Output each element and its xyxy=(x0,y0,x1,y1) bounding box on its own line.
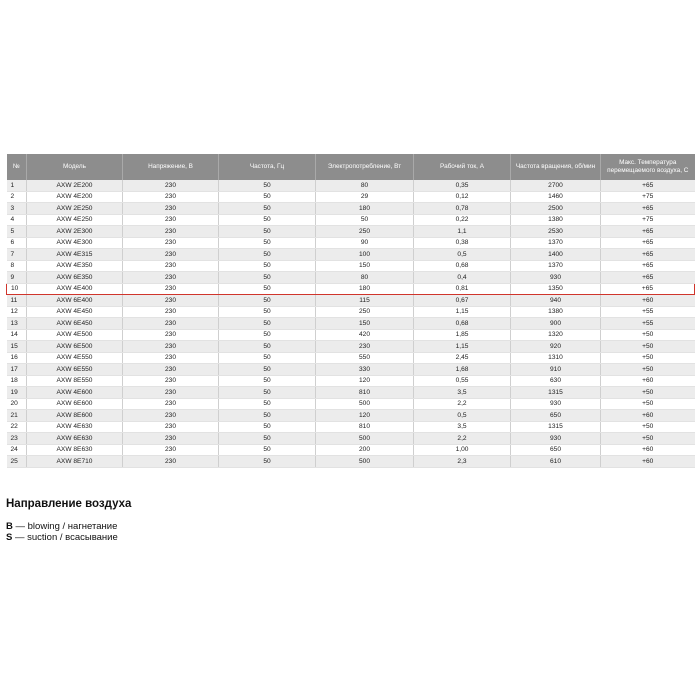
cell-max-temperature: +60 xyxy=(601,456,695,468)
cell-frequency: 50 xyxy=(219,456,316,468)
cell-voltage: 230 xyxy=(123,341,219,353)
cell-model: AXW 2E200 xyxy=(27,180,123,191)
cell-rpm: 650 xyxy=(511,444,601,456)
table-row xyxy=(7,364,695,376)
table-row xyxy=(7,191,695,203)
cell-current: 1,15 xyxy=(414,341,511,353)
cell-model: AXW 6E350 xyxy=(27,272,123,284)
cell-max-temperature: +65 xyxy=(601,260,695,272)
cell-rpm: 1315 xyxy=(511,387,601,399)
cell-max-temperature: +65 xyxy=(601,249,695,261)
cell-voltage: 230 xyxy=(123,191,219,203)
table-row-highlighted xyxy=(7,283,695,295)
cell-frequency: 50 xyxy=(219,191,316,203)
cell-power: 810 xyxy=(316,387,414,399)
cell-frequency: 50 xyxy=(219,318,316,330)
cell-model: AXW 4E600 xyxy=(27,387,123,399)
cell-voltage: 230 xyxy=(123,421,219,433)
cell-frequency: 50 xyxy=(219,387,316,399)
legend-item-suction xyxy=(6,532,118,543)
cell-voltage: 230 xyxy=(123,329,219,341)
cell-model: AXW 8E710 xyxy=(27,456,123,468)
table-row xyxy=(7,352,695,364)
table-row xyxy=(7,272,695,284)
cell-max-temperature: +50 xyxy=(601,341,695,353)
cell-voltage: 230 xyxy=(123,410,219,422)
cell-model: AXW 6E450 xyxy=(27,318,123,330)
cell-rpm: 1370 xyxy=(511,260,601,272)
cell-number: 11 xyxy=(7,295,27,307)
cell-model: AXW 6E630 xyxy=(27,433,123,445)
cell-rpm: 930 xyxy=(511,433,601,445)
cell-frequency: 50 xyxy=(219,283,316,295)
cell-current: 2,2 xyxy=(414,398,511,410)
cell-rpm: 610 xyxy=(511,456,601,468)
cell-max-temperature: +50 xyxy=(601,387,695,399)
cell-max-temperature: +55 xyxy=(601,318,695,330)
cell-frequency: 50 xyxy=(219,306,316,318)
cell-current: 0,78 xyxy=(414,203,511,215)
legend-letter: S xyxy=(6,532,13,543)
cell-max-temperature: +65 xyxy=(601,283,695,295)
cell-number: 8 xyxy=(7,260,27,272)
cell-number: 23 xyxy=(7,433,27,445)
cell-max-temperature: +50 xyxy=(601,329,695,341)
cell-rpm: 910 xyxy=(511,364,601,376)
cell-max-temperature: +75 xyxy=(601,214,695,226)
cell-frequency: 50 xyxy=(219,272,316,284)
cell-power: 330 xyxy=(316,364,414,376)
cell-model: AXW 4E400 xyxy=(27,283,123,295)
cell-number: 9 xyxy=(7,272,27,284)
cell-voltage: 230 xyxy=(123,433,219,445)
cell-model: AXW 4E200 xyxy=(27,191,123,203)
cell-frequency: 50 xyxy=(219,180,316,191)
table-row xyxy=(7,421,695,433)
cell-power: 180 xyxy=(316,283,414,295)
cell-model: AXW 4E250 xyxy=(27,214,123,226)
cell-voltage: 230 xyxy=(123,214,219,226)
header-max-temperature: Макс. Температура перемещаемого воздуха, С xyxy=(601,154,695,180)
cell-max-temperature: +50 xyxy=(601,421,695,433)
cell-voltage: 230 xyxy=(123,387,219,399)
cell-rpm: 1400 xyxy=(511,249,601,261)
section-title: Направление воздуха xyxy=(6,498,132,510)
cell-frequency: 50 xyxy=(219,214,316,226)
cell-rpm: 1315 xyxy=(511,421,601,433)
cell-max-temperature: +60 xyxy=(601,375,695,387)
cell-voltage: 230 xyxy=(123,295,219,307)
cell-number: 3 xyxy=(7,203,27,215)
cell-model: AXW 4E350 xyxy=(27,260,123,272)
table-row xyxy=(7,318,695,330)
cell-current: 0,4 xyxy=(414,272,511,284)
cell-max-temperature: +60 xyxy=(601,444,695,456)
table-row xyxy=(7,237,695,249)
cell-frequency: 50 xyxy=(219,398,316,410)
specs-table-container xyxy=(6,154,694,468)
cell-power: 810 xyxy=(316,421,414,433)
cell-rpm: 1310 xyxy=(511,352,601,364)
cell-model: AXW 4E500 xyxy=(27,329,123,341)
cell-current: 2,45 xyxy=(414,352,511,364)
cell-max-temperature: +60 xyxy=(601,295,695,307)
cell-power: 100 xyxy=(316,249,414,261)
cell-number: 14 xyxy=(7,329,27,341)
cell-number: 20 xyxy=(7,398,27,410)
cell-voltage: 230 xyxy=(123,306,219,318)
cell-voltage: 230 xyxy=(123,203,219,215)
cell-current: 0,5 xyxy=(414,410,511,422)
cell-power: 500 xyxy=(316,398,414,410)
cell-power: 420 xyxy=(316,329,414,341)
cell-power: 150 xyxy=(316,318,414,330)
cell-current: 1,85 xyxy=(414,329,511,341)
cell-rpm: 1380 xyxy=(511,214,601,226)
cell-rpm: 2530 xyxy=(511,226,601,238)
cell-number: 13 xyxy=(7,318,27,330)
cell-model: AXW 6E550 xyxy=(27,364,123,376)
cell-frequency: 50 xyxy=(219,203,316,215)
cell-model: AXW 8E630 xyxy=(27,444,123,456)
cell-number: 5 xyxy=(7,226,27,238)
cell-power: 50 xyxy=(316,214,414,226)
legend-text: — suction / всасывание xyxy=(12,532,118,543)
cell-number: 18 xyxy=(7,375,27,387)
cell-model: AXW 2E250 xyxy=(27,203,123,215)
cell-number: 6 xyxy=(7,237,27,249)
header-voltage: Напряжение, В xyxy=(123,154,219,180)
cell-power: 180 xyxy=(316,203,414,215)
cell-number: 22 xyxy=(7,421,27,433)
cell-current: 2,3 xyxy=(414,456,511,468)
cell-power: 230 xyxy=(316,341,414,353)
cell-voltage: 230 xyxy=(123,352,219,364)
header-power: Электропотребление, Вт xyxy=(316,154,414,180)
cell-current: 0,22 xyxy=(414,214,511,226)
table-row xyxy=(7,433,695,445)
cell-power: 150 xyxy=(316,260,414,272)
cell-voltage: 230 xyxy=(123,283,219,295)
header-number: № xyxy=(7,154,27,180)
cell-number: 1 xyxy=(7,180,27,191)
cell-max-temperature: +65 xyxy=(601,226,695,238)
cell-rpm: 930 xyxy=(511,272,601,284)
cell-current: 0,68 xyxy=(414,260,511,272)
cell-voltage: 230 xyxy=(123,272,219,284)
table-row xyxy=(7,249,695,261)
table-row xyxy=(7,398,695,410)
cell-frequency: 50 xyxy=(219,237,316,249)
cell-number: 17 xyxy=(7,364,27,376)
header-frequency: Частота, Гц xyxy=(219,154,316,180)
table-row xyxy=(7,203,695,215)
legend-letter: B xyxy=(6,521,13,532)
cell-current: 3,5 xyxy=(414,387,511,399)
cell-frequency: 50 xyxy=(219,375,316,387)
cell-model: AXW 2E300 xyxy=(27,226,123,238)
table-row xyxy=(7,180,695,191)
cell-voltage: 230 xyxy=(123,318,219,330)
cell-model: AXW 4E630 xyxy=(27,421,123,433)
cell-number: 2 xyxy=(7,191,27,203)
cell-voltage: 230 xyxy=(123,398,219,410)
cell-power: 500 xyxy=(316,456,414,468)
header-rpm: Частота вращения, об/мин xyxy=(511,154,601,180)
cell-voltage: 230 xyxy=(123,364,219,376)
cell-voltage: 230 xyxy=(123,180,219,191)
cell-power: 550 xyxy=(316,352,414,364)
cell-frequency: 50 xyxy=(219,329,316,341)
cell-number: 25 xyxy=(7,456,27,468)
table-row xyxy=(7,456,695,468)
cell-frequency: 50 xyxy=(219,421,316,433)
cell-voltage: 230 xyxy=(123,226,219,238)
cell-number: 16 xyxy=(7,352,27,364)
cell-max-temperature: +50 xyxy=(601,398,695,410)
cell-max-temperature: +65 xyxy=(601,203,695,215)
cell-current: 0,12 xyxy=(414,191,511,203)
cell-max-temperature: +75 xyxy=(601,191,695,203)
cell-power: 200 xyxy=(316,444,414,456)
cell-current: 2,2 xyxy=(414,433,511,445)
table-row xyxy=(7,295,695,307)
table-row xyxy=(7,214,695,226)
cell-power: 500 xyxy=(316,433,414,445)
cell-power: 250 xyxy=(316,226,414,238)
cell-voltage: 230 xyxy=(123,249,219,261)
cell-voltage: 230 xyxy=(123,260,219,272)
cell-frequency: 50 xyxy=(219,352,316,364)
header-model: Модель xyxy=(27,154,123,180)
table-row xyxy=(7,341,695,353)
cell-rpm: 2500 xyxy=(511,203,601,215)
cell-power: 120 xyxy=(316,410,414,422)
cell-max-temperature: +60 xyxy=(601,410,695,422)
cell-rpm: 1460 xyxy=(511,191,601,203)
cell-model: AXW 4E315 xyxy=(27,249,123,261)
cell-current: 0,55 xyxy=(414,375,511,387)
cell-model: AXW 4E550 xyxy=(27,352,123,364)
table-row xyxy=(7,260,695,272)
table-header-row xyxy=(7,154,695,180)
cell-model: AXW 6E600 xyxy=(27,398,123,410)
cell-voltage: 230 xyxy=(123,375,219,387)
cell-rpm: 1350 xyxy=(511,283,601,295)
cell-power: 120 xyxy=(316,375,414,387)
cell-max-temperature: +65 xyxy=(601,180,695,191)
cell-model: AXW 4E450 xyxy=(27,306,123,318)
cell-power: 115 xyxy=(316,295,414,307)
header-current: Рабочий ток, А xyxy=(414,154,511,180)
table-row xyxy=(7,329,695,341)
cell-number: 4 xyxy=(7,214,27,226)
cell-current: 1,15 xyxy=(414,306,511,318)
cell-max-temperature: +65 xyxy=(601,237,695,249)
cell-frequency: 50 xyxy=(219,364,316,376)
cell-max-temperature: +50 xyxy=(601,352,695,364)
cell-model: AXW 6E500 xyxy=(27,341,123,353)
table-row xyxy=(7,306,695,318)
cell-frequency: 50 xyxy=(219,260,316,272)
cell-number: 21 xyxy=(7,410,27,422)
cell-max-temperature: +65 xyxy=(601,272,695,284)
cell-current: 0,5 xyxy=(414,249,511,261)
cell-current: 0,35 xyxy=(414,180,511,191)
cell-voltage: 230 xyxy=(123,444,219,456)
cell-voltage: 230 xyxy=(123,456,219,468)
cell-current: 1,00 xyxy=(414,444,511,456)
cell-max-temperature: +50 xyxy=(601,433,695,445)
legend xyxy=(6,521,118,543)
cell-max-temperature: +55 xyxy=(601,306,695,318)
cell-power: 80 xyxy=(316,180,414,191)
cell-rpm: 940 xyxy=(511,295,601,307)
cell-rpm: 650 xyxy=(511,410,601,422)
cell-rpm: 920 xyxy=(511,341,601,353)
table-row xyxy=(7,375,695,387)
cell-rpm: 900 xyxy=(511,318,601,330)
cell-frequency: 50 xyxy=(219,226,316,238)
cell-power: 250 xyxy=(316,306,414,318)
cell-model: AXW 8E550 xyxy=(27,375,123,387)
cell-current: 0,67 xyxy=(414,295,511,307)
cell-current: 0,68 xyxy=(414,318,511,330)
cell-number: 12 xyxy=(7,306,27,318)
table-body xyxy=(7,180,695,467)
cell-number: 7 xyxy=(7,249,27,261)
cell-rpm: 930 xyxy=(511,398,601,410)
cell-voltage: 230 xyxy=(123,237,219,249)
cell-frequency: 50 xyxy=(219,433,316,445)
table-row xyxy=(7,226,695,238)
cell-power: 90 xyxy=(316,237,414,249)
cell-number: 19 xyxy=(7,387,27,399)
cell-number: 15 xyxy=(7,341,27,353)
cell-current: 0,38 xyxy=(414,237,511,249)
table-row xyxy=(7,444,695,456)
legend-item-blowing xyxy=(6,521,118,532)
cell-max-temperature: +50 xyxy=(601,364,695,376)
cell-rpm: 2700 xyxy=(511,180,601,191)
cell-rpm: 630 xyxy=(511,375,601,387)
cell-power: 80 xyxy=(316,272,414,284)
cell-number: 24 xyxy=(7,444,27,456)
cell-model: AXW 4E300 xyxy=(27,237,123,249)
specs-table xyxy=(6,154,695,468)
legend-text: — blowing / нагнетание xyxy=(12,521,118,532)
cell-model: AXW 8E600 xyxy=(27,410,123,422)
cell-number: 10 xyxy=(7,283,27,295)
cell-frequency: 50 xyxy=(219,444,316,456)
table-row xyxy=(7,387,695,399)
cell-current: 3,5 xyxy=(414,421,511,433)
cell-frequency: 50 xyxy=(219,410,316,422)
cell-frequency: 50 xyxy=(219,295,316,307)
cell-rpm: 1320 xyxy=(511,329,601,341)
cell-model: AXW 6E400 xyxy=(27,295,123,307)
table-row xyxy=(7,410,695,422)
cell-rpm: 1380 xyxy=(511,306,601,318)
cell-rpm: 1370 xyxy=(511,237,601,249)
cell-current: 1,1 xyxy=(414,226,511,238)
cell-current: 0,81 xyxy=(414,283,511,295)
cell-frequency: 50 xyxy=(219,341,316,353)
cell-frequency: 50 xyxy=(219,249,316,261)
cell-power: 29 xyxy=(316,191,414,203)
cell-current: 1,68 xyxy=(414,364,511,376)
